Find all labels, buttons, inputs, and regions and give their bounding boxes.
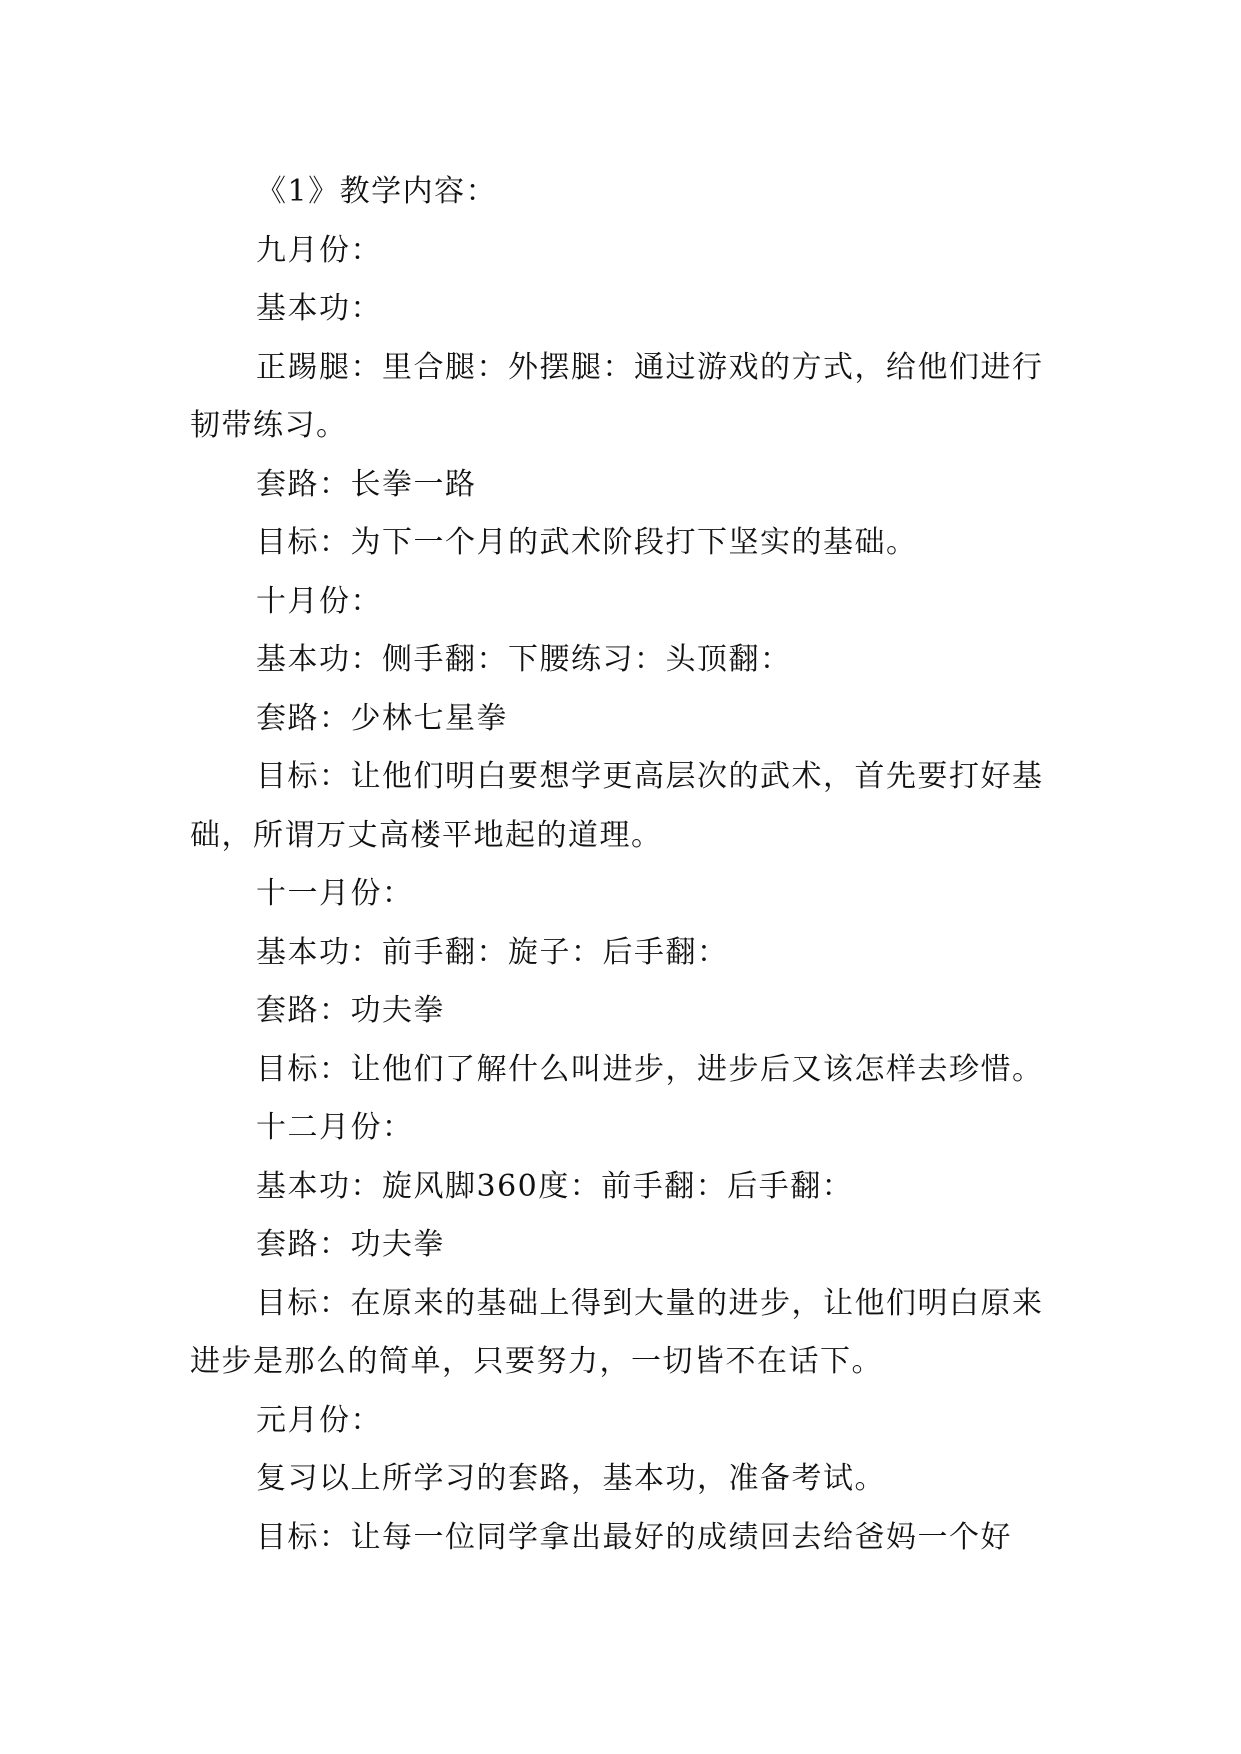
heading-teaching-content: 《1》教学内容：	[256, 174, 498, 209]
basic-skills-december: 基本功：旋风脚360度：前手翻：后手翻：	[256, 1168, 854, 1204]
goal-december: 目标：在原来的基础上得到大量的进步，让他们明白原来进步是那么的简单，只要努力，一切皆不在话下。	[190, 1285, 1044, 1379]
basic-skills-september: 正踢腿：里合腿：外摆腿：通过游戏的方式，给他们进行韧带练习。	[190, 349, 1044, 443]
document-body	[190, 163, 1052, 1567]
basic-skills-october: 基本功：侧手翻：下腰练习：头顶翻：	[256, 642, 792, 677]
month-heading-october: 十月份：	[256, 583, 382, 619]
routine-october: 套路：少林七星拳	[256, 700, 508, 736]
month-heading-november: 十一月份：	[256, 876, 414, 911]
goal-september: 目标：为下一个月的武术阶段打下坚实的基础。	[256, 525, 918, 560]
goal-january: 目标：让每一位同学拿出最好的成绩回去给爸妈一个好	[256, 1519, 1012, 1555]
month-heading-january: 元月份：	[256, 1402, 382, 1438]
review-january: 复习以上所学习的套路，基本功，准备考试。	[256, 1461, 886, 1496]
routine-december: 套路：功夫拳	[256, 1227, 445, 1262]
routine-november: 套路：功夫拳	[256, 993, 445, 1028]
goal-november: 目标：让他们了解什么叫进步，进步后又该怎样去珍惜。	[256, 1051, 1044, 1087]
basic-skills-november: 基本功：前手翻：旋子：后手翻：	[256, 934, 729, 970]
basic-skills-label: 基本功：	[256, 291, 382, 326]
goal-october: 目标：让他们明白要想学更高层次的武术，首先要打好基础，所谓万丈高楼平地起的道理。	[190, 759, 1044, 853]
month-heading-december: 十二月份：	[256, 1110, 414, 1145]
month-heading-september: 九月份：	[256, 232, 382, 268]
routine-september: 套路：长拳一路	[256, 466, 477, 502]
